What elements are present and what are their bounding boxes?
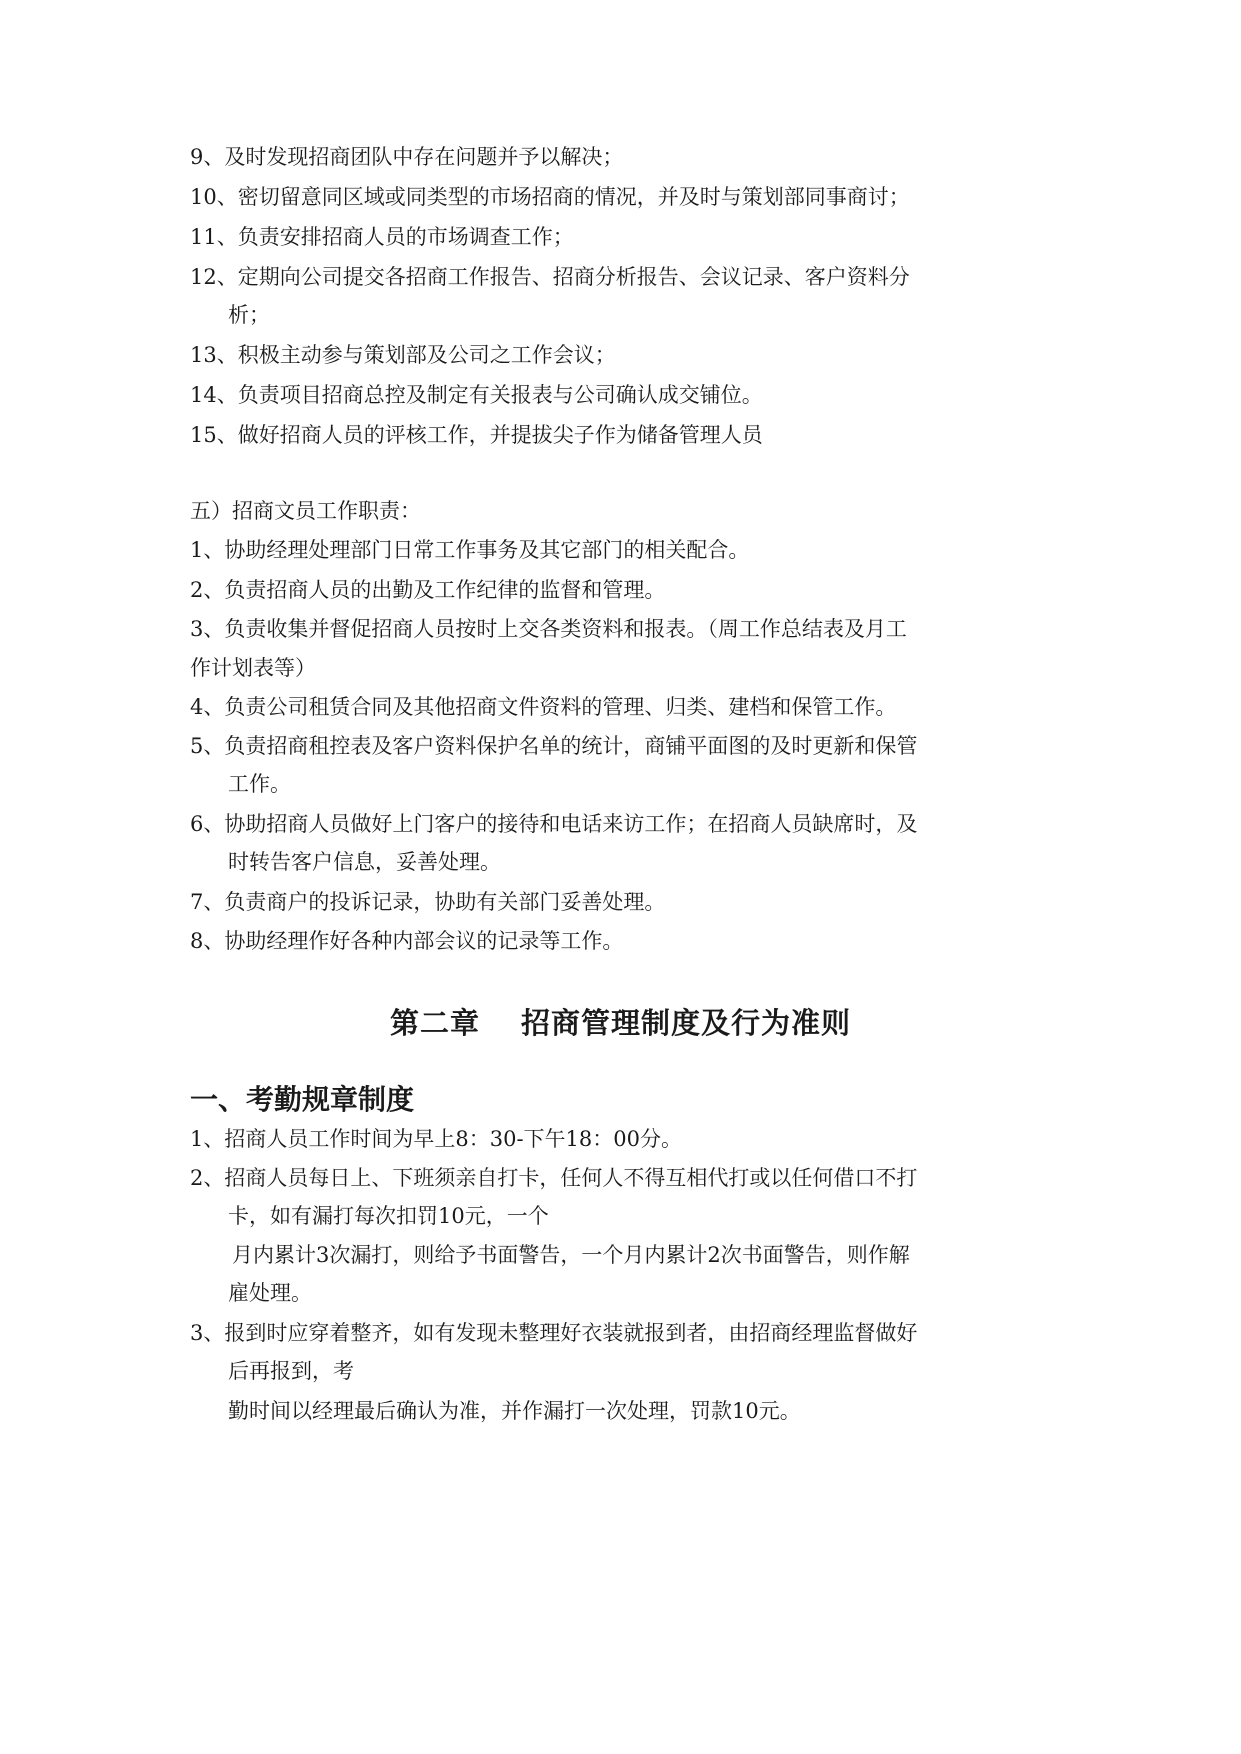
rule-item-3-continued-2: 勤时间以经理最后确认为准，并作漏打一次处理，罚款10元。 xyxy=(228,1399,801,1423)
list-item-13: 13、积极主动参与策划部及公司之工作会议； xyxy=(190,343,616,367)
rule-item-2: 2、招商人员每日上、下班须亲自打卡，任何人不得互相代打或以任何借口不打 xyxy=(190,1166,918,1190)
duty-item-1: 1、协助经理处理部门日常工作事务及其它部门的相关配合。 xyxy=(190,538,750,562)
list-item-12: 12、定期向公司提交各招商工作报告、招商分析报告、会议记录、客户资料分 xyxy=(190,265,910,289)
rule-item-2-continued: 卡，如有漏打每次扣罚10元，一个 xyxy=(228,1204,549,1228)
duty-item-5: 5、负责招商租控表及客户资料保护名单的统计，商铺平面图的及时更新和保管 xyxy=(190,734,918,758)
rule-item-3-continued: 后再报到，考 xyxy=(228,1359,354,1383)
rule-item-2-continued-2: 月内累计3次漏打，则给予书面警告，一个月内累计2次书面警告，则作解 xyxy=(232,1243,910,1267)
duty-item-3-continued: 作计划表等） xyxy=(190,656,316,680)
list-item-10: 10、密切留意同区域或同类型的市场招商的情况，并及时与策划部同事商讨； xyxy=(190,185,910,209)
duty-item-3: 3、负责收集并督促招商人员按时上交各类资料和报表。（周工作总结表及月工 xyxy=(190,617,907,641)
chapter-title: 第二章 招商管理制度及行为准则 xyxy=(389,1006,852,1040)
duty-item-8: 8、协助经理作好各种内部会议的记录等工作。 xyxy=(190,929,624,953)
rule-item-3: 3、报到时应穿着整齐，如有发现未整理好衣装就报到者，由招商经理监督做好 xyxy=(190,1321,918,1345)
list-item-11: 11、负责安排招商人员的市场调查工作； xyxy=(190,225,574,249)
list-item-12-continued: 析； xyxy=(228,303,270,327)
rule-item-1: 1、招商人员工作时间为早上8：30-下午18：00分。 xyxy=(190,1127,682,1151)
section-heading: 五）招商文员工作职责： xyxy=(190,499,421,523)
rule-item-2-continued-3: 雇处理。 xyxy=(228,1281,312,1305)
duty-item-7: 7、负责商户的投诉记录，协助有关部门妥善处理。 xyxy=(190,890,666,914)
list-item-14: 14、负责项目招商总控及制定有关报表与公司确认成交铺位。 xyxy=(190,383,763,407)
duty-item-6: 6、协助招商人员做好上门客户的接待和电话来访工作；在招商人员缺席时，及 xyxy=(190,812,918,836)
duty-item-5-continued: 工作。 xyxy=(228,772,291,796)
duty-item-6-continued: 时转告客户信息，妥善处理。 xyxy=(228,850,501,874)
section-title: 一、考勤规章制度 xyxy=(190,1083,415,1116)
duty-item-2: 2、负责招商人员的出勤及工作纪律的监督和管理。 xyxy=(190,578,666,602)
duty-item-4: 4、负责公司租赁合同及其他招商文件资料的管理、归类、建档和保管工作。 xyxy=(190,695,897,719)
list-item-15: 15、做好招商人员的评核工作，并提拔尖子作为储备管理人员 xyxy=(190,423,763,447)
list-item-9: 9、及时发现招商团队中存在问题并予以解决； xyxy=(190,145,624,169)
